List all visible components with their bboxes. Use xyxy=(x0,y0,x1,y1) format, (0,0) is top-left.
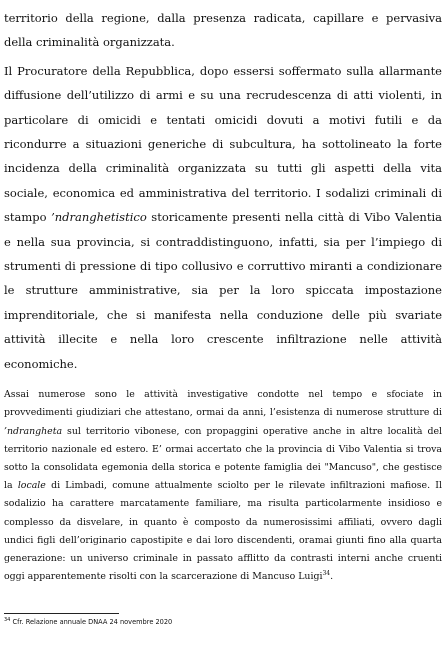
ndranghetistico-term: ’ndranghetistico xyxy=(51,210,147,225)
paragraph-investigations xyxy=(4,386,442,586)
paragraph-procuratore-text-2: storicamente presenti nella città di Vibo Valentia e nella sua provincia, si contraddistinguono, infatti, sia per l’impiego di strumenti di pressione di tipo collusivo e corruttivo miranti a condizionare le strutture amministrative, sia per la loro spiccata impostazione imprenditoriale, che si manifesta nella conduzione delle più svariate attività illecite e nella loro crescente infiltrazione nelle attività economiche. xyxy=(4,210,442,371)
footnote-number: 34 xyxy=(4,616,11,623)
paragraph-procuratore-text-1: Il Procuratore della Repubblica, dopo essersi soffermato sulla allarmante diffusione dell’utilizzo di armi e su una recrudescenza di atti violenti, in particolare di omicidi e tentati omicidi dovuti a motivi futili e da ricondurre a situazioni generiche di subcultura, ha sottolineato la forte incidenza della criminalità organizzata su tutti gli aspetti della vita sociale, economica ed amministrativa del territorio. I sodalizi criminali di stampo xyxy=(4,63,442,225)
paragraph-continuation xyxy=(4,6,442,55)
footnote-separator xyxy=(4,613,119,614)
footnote xyxy=(4,618,172,626)
footnote-reference[interactable]: 34 xyxy=(322,570,331,577)
paragraph-investigations-text-2: sul territorio vibonese, con propaggini operative anche in altre località del territorio nazionale ed estero. E’ ormai accertato che la provincia di Vibo Valentia si trova sotto la consolidata egemonia della storica e potente famiglia dei "Mancuso", che gestisce la xyxy=(4,425,442,492)
paragraph-investigations-text-1: Assai numerose sono le attività investigative condotte nel tempo e sfociate in provvedimenti giudiziari che attestano, ormai da anni, l’esistenza di numerose strutture di xyxy=(4,389,442,419)
footnote-text: Cfr. Relazione annuale DNAA 24 novembre 2020 xyxy=(10,618,173,626)
paragraph-investigations-end: . xyxy=(330,571,334,583)
paragraph-investigations-text-3: di Limbadi, comune attualmente sciolto per le rilevate infiltrazioni mafiose. Il sodalizio ha carattere marcatamente familiare, ma risulta particolarmente insidioso e complesso da disvelare, in quanto è composto da numerosissimi affiliati, ovvero dagli undici figli dell’originario capostipite e dai loro discendenti, oramai giunti fino alla quarta generazione: un universo criminale in passato afflitto da contrasti interni anche cruenti oggi apparentemente risolti con la scarcerazione di Mancuso Luigi xyxy=(4,480,442,583)
ndrangheta-term: ’ndrangheta xyxy=(4,425,63,437)
locale-term: locale xyxy=(17,480,46,492)
paragraph-procuratore xyxy=(4,59,442,376)
paragraph-continuation-text: territorio della regione, dalla presenza radicata, capillare e pervasiva della criminalità organizzata. xyxy=(4,11,442,50)
